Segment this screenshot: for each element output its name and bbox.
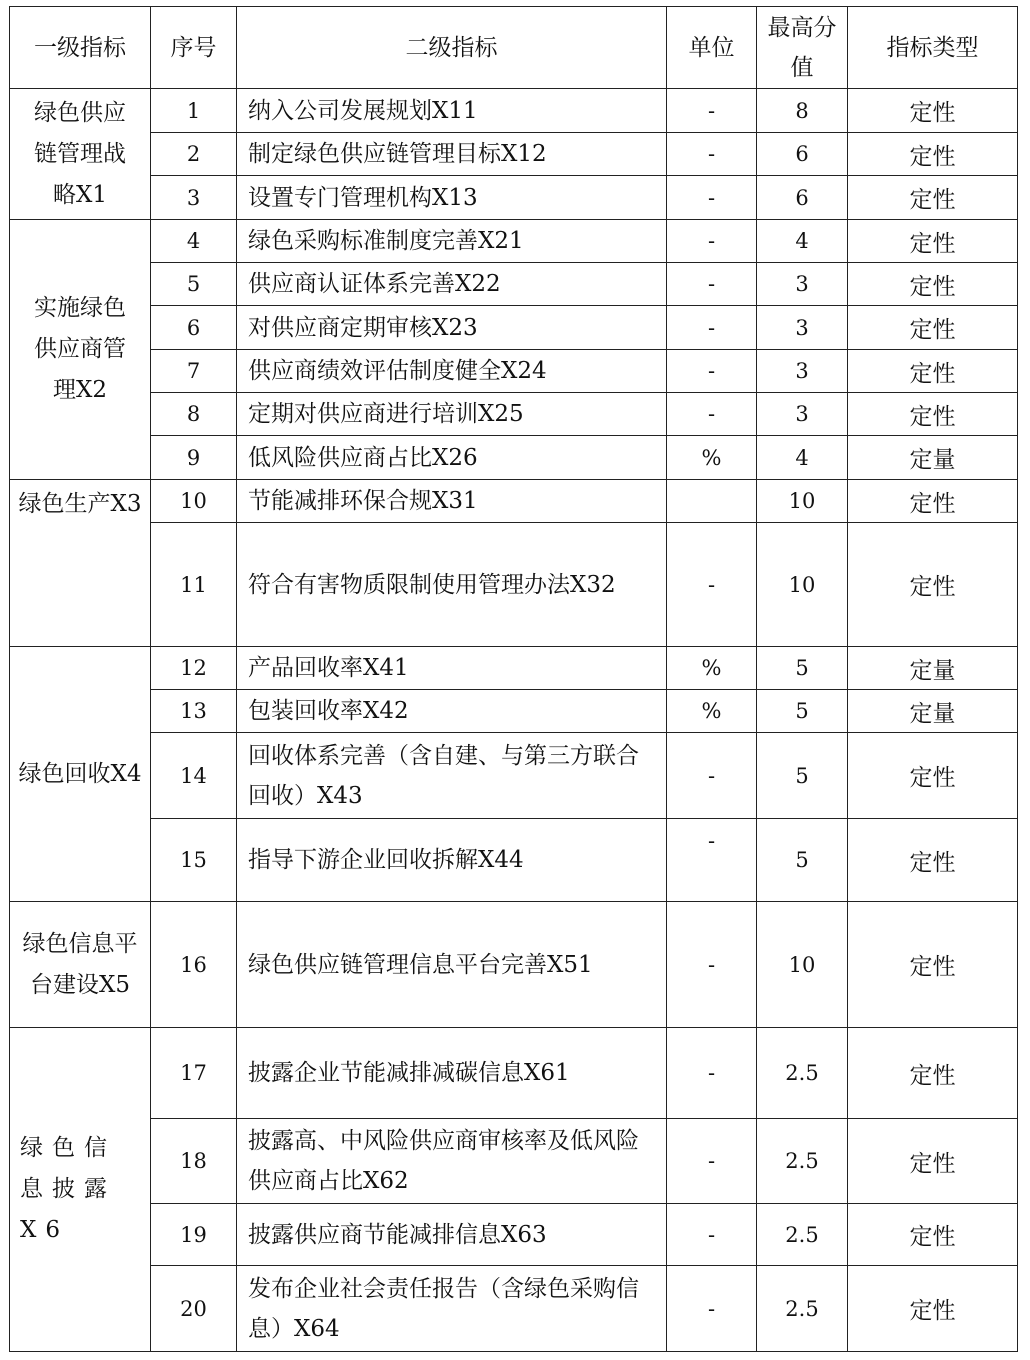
- indicator-table: [9, 6, 1018, 1352]
- row-indicator: 披露供应商节能减排信息X63: [237, 1204, 667, 1266]
- row-unit: -: [667, 263, 757, 306]
- row-type: 定量: [848, 436, 1018, 480]
- row-no: 12: [151, 647, 237, 690]
- header-type: 指标类型: [848, 7, 1018, 89]
- category-cell: 绿色生产X3: [10, 480, 151, 647]
- row-type: 定性: [848, 480, 1018, 523]
- row-indicator: 产品回收率X41: [237, 647, 667, 690]
- row-no: 13: [151, 690, 237, 733]
- row-type: 定性: [848, 1266, 1018, 1352]
- row-no: 18: [151, 1119, 237, 1204]
- row-unit: -: [667, 133, 757, 176]
- row-score: 10: [757, 480, 848, 523]
- row-type: 定性: [848, 350, 1018, 393]
- row-indicator: 低风险供应商占比X26: [237, 436, 667, 480]
- row-score: 2.5: [757, 1204, 848, 1266]
- row-unit: -: [667, 1028, 757, 1119]
- category-cell: 绿色供应链管理战略X1: [10, 89, 151, 220]
- row-type: 定性: [848, 133, 1018, 176]
- table-row: [10, 480, 1018, 523]
- row-score: 5: [757, 647, 848, 690]
- table-row: [10, 1028, 1018, 1119]
- row-unit: -: [667, 306, 757, 350]
- row-no: 6: [151, 306, 237, 350]
- row-indicator: 设置专门管理机构X13: [237, 176, 667, 220]
- row-type: 定性: [848, 220, 1018, 263]
- row-no: 3: [151, 176, 237, 220]
- row-indicator: 纳入公司发展规划X11: [237, 89, 667, 133]
- row-unit: -: [667, 819, 757, 902]
- row-no: 2: [151, 133, 237, 176]
- row-type: 定性: [848, 1119, 1018, 1204]
- table-row: [10, 523, 1018, 647]
- row-unit: -: [667, 220, 757, 263]
- row-no: 10: [151, 480, 237, 523]
- row-score: 3: [757, 350, 848, 393]
- table-row: [10, 819, 1018, 902]
- row-indicator: 供应商认证体系完善X22: [237, 263, 667, 306]
- row-unit: -: [667, 1266, 757, 1352]
- table-row: [10, 89, 1018, 133]
- row-type: 定性: [848, 89, 1018, 133]
- header-level1: 一级指标: [10, 7, 151, 89]
- category-cell: 绿色信息平台建设X5: [10, 902, 151, 1028]
- row-no: 17: [151, 1028, 237, 1119]
- row-indicator: 回收体系完善（含自建、与第三方联合回收）X43: [237, 733, 667, 819]
- row-unit: -: [667, 176, 757, 220]
- row-unit: -: [667, 902, 757, 1028]
- row-no: 16: [151, 902, 237, 1028]
- row-unit: -: [667, 89, 757, 133]
- row-indicator: 符合有害物质限制使用管理办法X32: [237, 523, 667, 647]
- row-indicator: 包装回收率X42: [237, 690, 667, 733]
- row-score: 6: [757, 133, 848, 176]
- row-score: 4: [757, 220, 848, 263]
- row-indicator: 指导下游企业回收拆解X44: [237, 819, 667, 902]
- row-indicator: 制定绿色供应链管理目标X12: [237, 133, 667, 176]
- table-row: [10, 647, 1018, 690]
- row-unit: -: [667, 733, 757, 819]
- row-unit: -: [667, 523, 757, 647]
- row-type: 定性: [848, 306, 1018, 350]
- row-score: 5: [757, 819, 848, 902]
- row-indicator: 发布企业社会责任报告（含绿色采购信息）X64: [237, 1266, 667, 1352]
- table-row: [10, 306, 1018, 350]
- row-type: 定性: [848, 263, 1018, 306]
- row-score: 2.5: [757, 1119, 848, 1204]
- row-no: 15: [151, 819, 237, 902]
- row-score: 8: [757, 89, 848, 133]
- table-row: [10, 1204, 1018, 1266]
- table-row: [10, 690, 1018, 733]
- table-row: [10, 176, 1018, 220]
- category-cell: 实施绿色供应商管理X2: [10, 220, 151, 480]
- row-type: 定性: [848, 393, 1018, 436]
- table-row: [10, 1119, 1018, 1204]
- table-row: [10, 393, 1018, 436]
- header-max-score: 最高分值: [757, 7, 848, 89]
- row-score: 3: [757, 393, 848, 436]
- row-score: 3: [757, 306, 848, 350]
- row-indicator: 绿色供应链管理信息平台完善X51: [237, 902, 667, 1028]
- row-indicator: 披露高、中风险供应商审核率及低风险供应商占比X62: [237, 1119, 667, 1204]
- row-type: 定性: [848, 523, 1018, 647]
- row-type: 定性: [848, 1028, 1018, 1119]
- table-row: [10, 436, 1018, 480]
- row-no: 8: [151, 393, 237, 436]
- row-score: 6: [757, 176, 848, 220]
- row-type: 定量: [848, 647, 1018, 690]
- table-row: [10, 1266, 1018, 1352]
- table-row: [10, 350, 1018, 393]
- row-no: 5: [151, 263, 237, 306]
- table-row: [10, 733, 1018, 819]
- row-no: 11: [151, 523, 237, 647]
- row-type: 定性: [848, 733, 1018, 819]
- table-row: [10, 263, 1018, 306]
- row-type: 定量: [848, 690, 1018, 733]
- row-no: 14: [151, 733, 237, 819]
- row-score: 10: [757, 902, 848, 1028]
- row-unit: -: [667, 393, 757, 436]
- header-no: 序号: [151, 7, 237, 89]
- row-unit: -: [667, 1204, 757, 1266]
- row-score: 4: [757, 436, 848, 480]
- row-score: 2.5: [757, 1266, 848, 1352]
- row-unit: %: [667, 436, 757, 480]
- row-unit: -: [667, 1119, 757, 1204]
- row-indicator: 供应商绩效评估制度健全X24: [237, 350, 667, 393]
- header-level2: 二级指标: [237, 7, 667, 89]
- header-row: [10, 7, 1018, 89]
- row-unit: -: [667, 350, 757, 393]
- row-type: 定性: [848, 902, 1018, 1028]
- category-cell: 绿色回收X4: [10, 647, 151, 902]
- table-row: [10, 220, 1018, 263]
- row-score: 2.5: [757, 1028, 848, 1119]
- row-type: 定性: [848, 1204, 1018, 1266]
- row-indicator: 节能减排环保合规X31: [237, 480, 667, 523]
- row-no: 20: [151, 1266, 237, 1352]
- row-unit: %: [667, 690, 757, 733]
- row-no: 19: [151, 1204, 237, 1266]
- row-score: 10: [757, 523, 848, 647]
- row-no: 9: [151, 436, 237, 480]
- row-no: 7: [151, 350, 237, 393]
- row-unit: [667, 480, 757, 523]
- row-type: 定性: [848, 819, 1018, 902]
- row-no: 4: [151, 220, 237, 263]
- header-unit: 单位: [667, 7, 757, 89]
- row-indicator: 对供应商定期审核X23: [237, 306, 667, 350]
- row-score: 3: [757, 263, 848, 306]
- row-unit: %: [667, 647, 757, 690]
- row-score: 5: [757, 733, 848, 819]
- row-no: 1: [151, 89, 237, 133]
- row-score: 5: [757, 690, 848, 733]
- row-indicator: 绿色采购标准制度完善X21: [237, 220, 667, 263]
- category-cell: 绿色信息披露X6: [10, 1028, 151, 1352]
- row-type: 定性: [848, 176, 1018, 220]
- row-indicator: 定期对供应商进行培训X25: [237, 393, 667, 436]
- table-row: [10, 133, 1018, 176]
- row-indicator: 披露企业节能减排减碳信息X61: [237, 1028, 667, 1119]
- table-row: [10, 902, 1018, 1028]
